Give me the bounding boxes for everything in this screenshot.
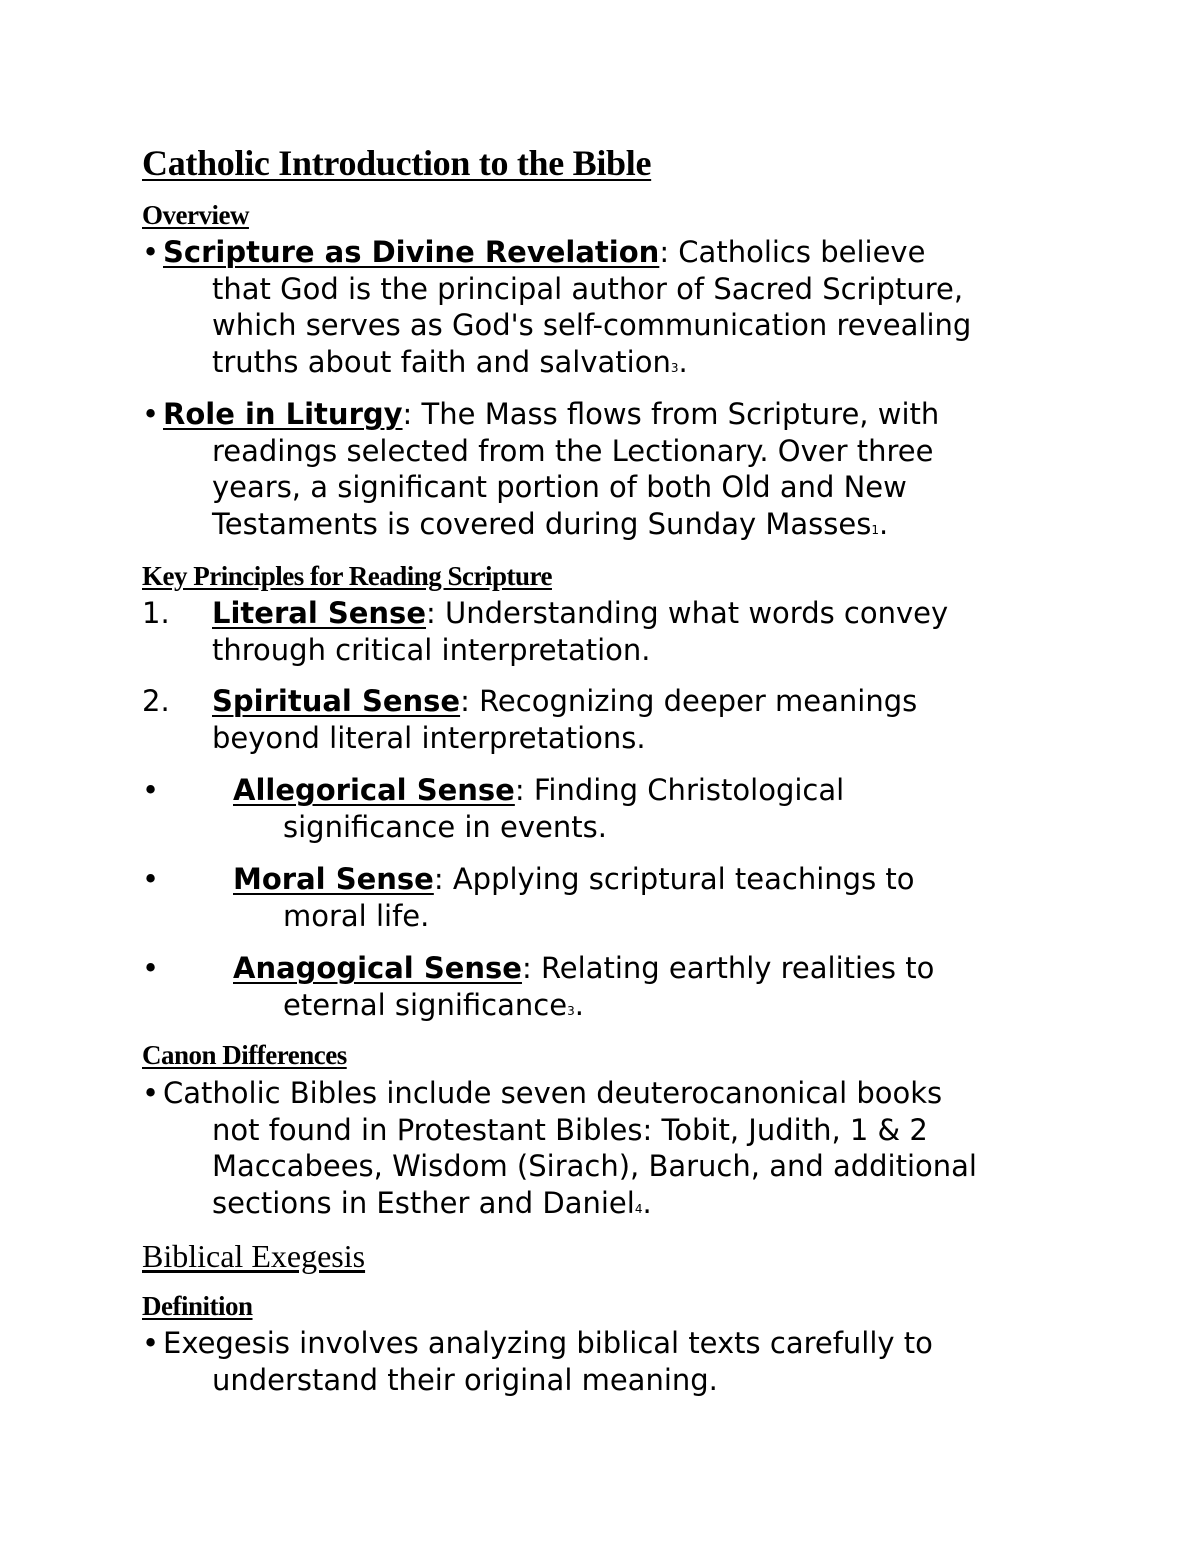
term-anagogical-sense: Anagogical Sense (233, 951, 522, 985)
item-text: not found in Protestant Bibles: Tobit, Judith, 1 & 2 (212, 1112, 928, 1147)
term-moral-sense: Moral Sense (233, 862, 434, 896)
item-text: Testaments is covered during Sunday Masses (212, 506, 872, 541)
item-text: significance in events. (283, 809, 607, 844)
item-text: which serves as God's self-communication revealing (212, 308, 972, 342)
item-text: : Relating earthly realities to (521, 951, 935, 985)
item-text: Exegesis involves analyzing biblical texts carefully to (163, 1326, 933, 1360)
number-marker: 2. (142, 684, 170, 718)
item-text: truths about faith and salvation (212, 344, 671, 379)
item-text: Catholic Bibles include seven deuterocanonical books (163, 1076, 943, 1110)
term-allegorical-sense: Allegorical Sense (233, 773, 515, 807)
list-item (142, 772, 844, 845)
item-text: years, a significant portion of both Old and New (212, 470, 907, 504)
bullet-marker: • (142, 951, 160, 985)
bullet-marker: • (142, 397, 160, 431)
bullet-marker: • (142, 1076, 160, 1110)
term-spiritual-sense: Spiritual Sense (212, 684, 461, 718)
footnote-ref: 3 (670, 360, 679, 375)
bullet-marker: • (142, 862, 160, 896)
document-title: Catholic Introduction to the Bible (142, 143, 652, 183)
biblical-exegesis-heading: Biblical Exegesis (142, 1238, 366, 1274)
item-text: understand their original meaning. (212, 1362, 718, 1397)
key-principles-heading: Key Principles for Reading Scripture (142, 561, 552, 591)
item-text: beyond literal interpretations. (212, 720, 646, 755)
term-literal-sense: Literal Sense (212, 596, 426, 630)
list-item: • Catholic Bibles include seven deuterocanonical books not found in Protestant Bibles: Tobit, Judith, 1 & 2 Maccabees, Wisdom (Sirach), Baruch, and additional sections in Esther and Daniel4. (142, 1076, 977, 1220)
bullet-marker: • (142, 773, 160, 807)
list-item: • Role in Liturgy: The Mass flows from Scripture, with readings selected from the Lectionary. Over three years, a significant portion of both Old and New Testaments is covered during Sunday Masses1. (142, 397, 940, 541)
item-text: : Recognizing deeper meanings (460, 684, 918, 718)
bullet-marker: • (142, 235, 160, 269)
term-scripture-divine-revelation: Scripture as Divine Revelation (163, 235, 660, 269)
list-item (142, 683, 917, 756)
item-text: Maccabees, Wisdom (Sirach), Baruch, and additional (212, 1149, 977, 1183)
footnote-ref: 3 (567, 1003, 575, 1018)
bullet-marker: • (142, 1326, 160, 1360)
term-role-in-liturgy: Role in Liturgy (163, 397, 403, 431)
item-text: readings selected from the Lectionary. Over three (212, 433, 934, 468)
item-text: : Catholics believe (659, 235, 926, 269)
item-text: : Understanding what words convey (426, 596, 949, 630)
canon-differences-heading: Canon Differences (142, 1040, 347, 1070)
item-text: moral life. (283, 898, 430, 933)
list-item (142, 595, 948, 668)
item-text: : Applying scriptural teachings to (433, 862, 915, 896)
item-text: : The Mass flows from Scripture, with (402, 397, 940, 431)
list-item: • Anagogical Sense: Relating earthly realities to eternal significance3. (142, 951, 935, 1022)
footnote-ref: 1 (871, 522, 879, 537)
item-text: eternal significance (283, 987, 568, 1022)
item-text: through critical interpretation. (212, 632, 651, 667)
overview-heading: Overview (142, 200, 249, 230)
list-item (142, 1325, 933, 1398)
footnote-ref: 4 (634, 1201, 643, 1216)
list-item (142, 861, 915, 934)
item-text: that God is the principal author of Sacred Scripture, (212, 271, 964, 306)
item-text: sections in Esther and Daniel (212, 1185, 635, 1220)
number-marker: 1. (142, 596, 170, 630)
item-text: : Finding Christological (514, 773, 845, 807)
definition-heading: Definition (142, 1291, 253, 1321)
list-item: • Scripture as Divine Revelation: Catholics believe that God is the principal author of Sacred Scripture, which serves as God's self-communication revealing truths about faith and salvation3. (142, 235, 972, 379)
